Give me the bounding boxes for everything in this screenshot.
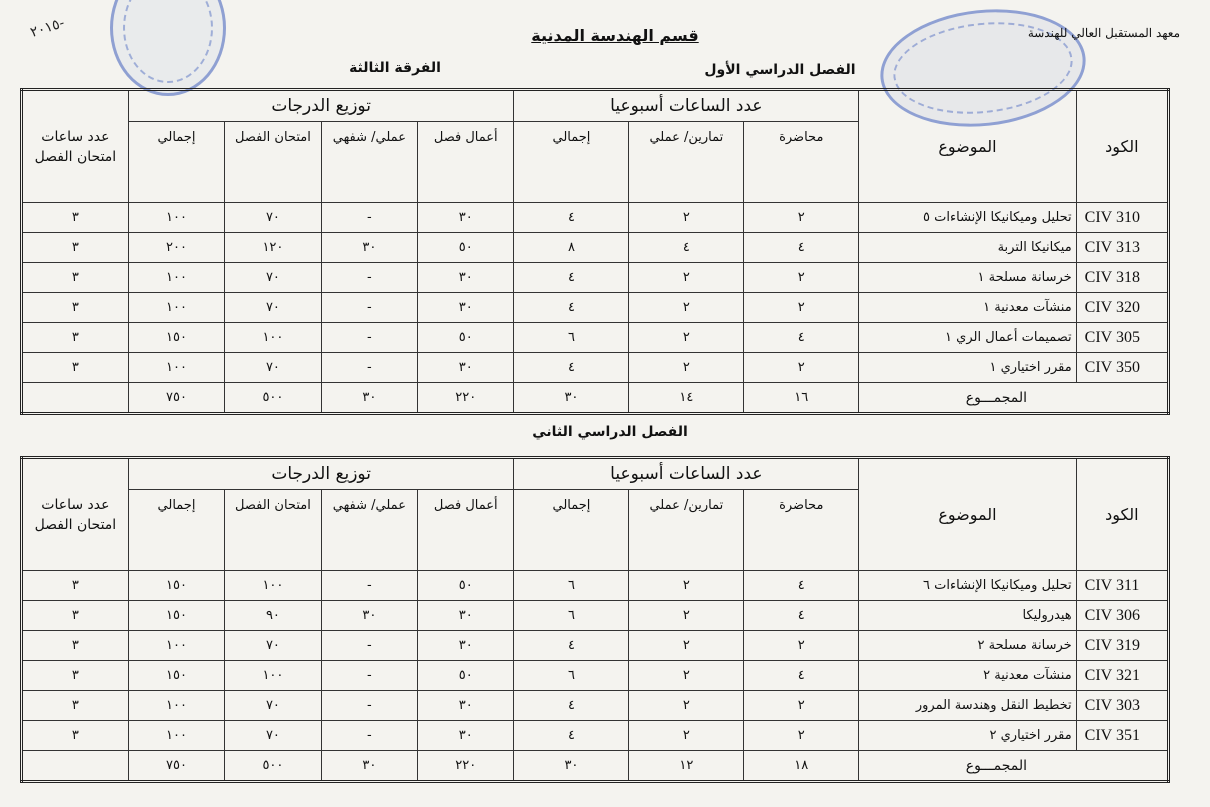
lecture-hours: ٢ — [744, 263, 859, 293]
course-subject: خرسانة مسلحة ٢ — [859, 631, 1076, 661]
total-exam-hours-empty — [22, 751, 129, 782]
exercise-hours: ٢ — [629, 353, 744, 383]
table-row — [22, 353, 1169, 383]
course-subject: مقرر اختياري ٢ — [859, 721, 1076, 751]
semester2-table — [20, 456, 1170, 783]
table-row — [22, 293, 1169, 323]
exercise-hours: ٢ — [629, 601, 744, 631]
totals-label: المجمـــوع — [859, 751, 1169, 782]
exercise-hours: ٢ — [629, 661, 744, 691]
course-subject: هيدروليكا — [859, 601, 1076, 631]
final-exam-grade: ١٢٠ — [225, 233, 321, 263]
oral-grade: ٣٠ — [321, 601, 417, 631]
exam-hours: ٣ — [22, 323, 129, 353]
total-grade: ١٠٠ — [128, 631, 224, 661]
coursework-grade: ٣٠ — [418, 263, 514, 293]
totals-row — [22, 383, 1169, 414]
total-final: ٥٠٠ — [225, 751, 321, 782]
lecture-hours: ٤ — [744, 571, 859, 601]
course-code: CIV 310 — [1076, 203, 1168, 233]
lecture-hours: ٢ — [744, 631, 859, 661]
exam-hours: ٣ — [22, 661, 129, 691]
oral-grade: - — [321, 691, 417, 721]
final-exam-grade: ٧٠ — [225, 721, 321, 751]
total-grade: ١٠٠ — [128, 263, 224, 293]
total-hours: ٤ — [514, 263, 629, 293]
total-hours: ٦ — [514, 323, 629, 353]
column-header-oral: عملي/ شفهي — [321, 122, 417, 203]
final-exam-grade: ١٠٠ — [225, 571, 321, 601]
oral-grade: - — [321, 631, 417, 661]
semester2-title: الفصل الدراسي الثاني — [532, 424, 688, 440]
total-exam-hours-empty — [22, 383, 129, 414]
course-subject: منشآت معدنية ٢ — [859, 661, 1076, 691]
exam-hours: ٣ — [22, 571, 129, 601]
semester1-title: الفصل الدراسي الأول — [704, 62, 856, 78]
lecture-hours: ٢ — [744, 721, 859, 751]
lecture-hours: ٤ — [744, 661, 859, 691]
exam-hours: ٣ — [22, 721, 129, 751]
column-header-coursework: أعمال فصل — [418, 490, 514, 571]
table-row — [22, 661, 1169, 691]
total-hours: ٤ — [514, 631, 629, 661]
course-code: CIV 313 — [1076, 233, 1168, 263]
column-header-grade-total: إجمالي — [128, 122, 224, 203]
year-label: الفرقة الثالثة — [349, 60, 441, 76]
total-grade: ١٥٠ — [128, 323, 224, 353]
column-header-exercises: تمارين/ عملي — [629, 122, 744, 203]
total-grade: ١٥٠ — [128, 661, 224, 691]
column-header-lecture: محاضرة — [744, 490, 859, 571]
table-row — [22, 323, 1169, 353]
exercise-hours: ٢ — [629, 323, 744, 353]
total-grade: ١٠٠ — [128, 353, 224, 383]
course-code: CIV 321 — [1076, 661, 1168, 691]
total-weekly-hours: ٣٠ — [514, 751, 629, 782]
total-lecture: ١٨ — [744, 751, 859, 782]
exercise-hours: ٢ — [629, 691, 744, 721]
course-code: CIV 318 — [1076, 263, 1168, 293]
exercise-hours: ٢ — [629, 293, 744, 323]
column-header-oral: عملي/ شفهي — [321, 490, 417, 571]
course-code: CIV 319 — [1076, 631, 1168, 661]
column-header-code: الكود — [1076, 90, 1168, 203]
handwritten-date: ٢٠١٥- — [28, 15, 67, 41]
column-header-exercises: تمارين/ عملي — [629, 490, 744, 571]
coursework-grade: ٥٠ — [418, 571, 514, 601]
coursework-grade: ٣٠ — [418, 353, 514, 383]
column-header-grade-total: إجمالي — [128, 490, 224, 571]
seal-stamp-icon — [110, 0, 226, 96]
column-header-final-exam: امتحان الفصل — [225, 490, 321, 571]
semester1-table — [20, 88, 1170, 415]
total-hours: ٦ — [514, 571, 629, 601]
course-code: CIV 320 — [1076, 293, 1168, 323]
table-row — [22, 631, 1169, 661]
oral-grade: - — [321, 721, 417, 751]
final-exam-grade: ٧٠ — [225, 353, 321, 383]
column-header-hours-total: إجمالي — [514, 122, 629, 203]
department-title: قسم الهندسة المدنية — [531, 26, 699, 45]
column-header-subject: الموضوع — [859, 90, 1076, 203]
exam-hours: ٣ — [22, 691, 129, 721]
exam-hours: ٣ — [22, 263, 129, 293]
lecture-hours: ٤ — [744, 601, 859, 631]
exercise-hours: ٢ — [629, 203, 744, 233]
total-grade: ٢٠٠ — [128, 233, 224, 263]
total-grade: ١٥٠ — [128, 601, 224, 631]
final-exam-grade: ٧٠ — [225, 631, 321, 661]
total-hours: ٤ — [514, 293, 629, 323]
total-grades: ٧٥٠ — [128, 383, 224, 414]
final-exam-grade: ١٠٠ — [225, 323, 321, 353]
total-hours: ٤ — [514, 353, 629, 383]
total-oral: ٣٠ — [321, 751, 417, 782]
total-weekly-hours: ٣٠ — [514, 383, 629, 414]
lecture-hours: ٢ — [744, 203, 859, 233]
coursework-grade: ٣٠ — [418, 721, 514, 751]
course-code: CIV 305 — [1076, 323, 1168, 353]
total-grade: ١٥٠ — [128, 571, 224, 601]
column-group-grade-distribution: توزيع الدرجات — [128, 458, 514, 490]
column-header-lecture: محاضرة — [744, 122, 859, 203]
course-subject: تحليل وميكانيكا الإنشاءات ٦ — [859, 571, 1076, 601]
exercise-hours: ٢ — [629, 721, 744, 751]
oral-grade: - — [321, 203, 417, 233]
exercise-hours: ٢ — [629, 571, 744, 601]
total-hours: ٦ — [514, 661, 629, 691]
table-row — [22, 601, 1169, 631]
column-header-coursework: أعمال فصل — [418, 122, 514, 203]
final-exam-grade: ٧٠ — [225, 203, 321, 233]
course-subject: منشآت معدنية ١ — [859, 293, 1076, 323]
coursework-grade: ٣٠ — [418, 601, 514, 631]
total-hours: ٤ — [514, 203, 629, 233]
total-grade: ١٠٠ — [128, 203, 224, 233]
total-coursework: ٢٢٠ — [418, 751, 514, 782]
total-grade: ١٠٠ — [128, 691, 224, 721]
exam-hours: ٣ — [22, 293, 129, 323]
oral-grade: - — [321, 293, 417, 323]
lecture-hours: ٤ — [744, 233, 859, 263]
total-hours: ٨ — [514, 233, 629, 263]
lecture-hours: ٢ — [744, 293, 859, 323]
oral-grade: - — [321, 323, 417, 353]
lecture-hours: ٢ — [744, 691, 859, 721]
final-exam-grade: ٧٠ — [225, 293, 321, 323]
coursework-grade: ٣٠ — [418, 203, 514, 233]
oral-grade: ٣٠ — [321, 233, 417, 263]
oral-grade: - — [321, 353, 417, 383]
table-row — [22, 233, 1169, 263]
table-row — [22, 203, 1169, 233]
column-header-code: الكود — [1076, 458, 1168, 571]
course-code: CIV 306 — [1076, 601, 1168, 631]
exam-hours: ٣ — [22, 631, 129, 661]
lecture-hours: ٤ — [744, 323, 859, 353]
course-code: CIV 350 — [1076, 353, 1168, 383]
coursework-grade: ٣٠ — [418, 691, 514, 721]
course-subject: تصميمات أعمال الري ١ — [859, 323, 1076, 353]
course-code: CIV 303 — [1076, 691, 1168, 721]
coursework-grade: ٣٠ — [418, 631, 514, 661]
column-header-hours-total: إجمالي — [514, 490, 629, 571]
total-hours: ٦ — [514, 601, 629, 631]
column-header-exam-hours: عدد ساعات امتحان الفصل — [22, 458, 129, 571]
final-exam-grade: ٧٠ — [225, 691, 321, 721]
exam-hours: ٣ — [22, 601, 129, 631]
total-hours: ٤ — [514, 691, 629, 721]
coursework-grade: ٥٠ — [418, 233, 514, 263]
column-header-exam-hours: عدد ساعات امتحان الفصل — [22, 90, 129, 203]
table-row — [22, 691, 1169, 721]
exercise-hours: ٢ — [629, 631, 744, 661]
exam-hours: ٣ — [22, 203, 129, 233]
total-coursework: ٢٢٠ — [418, 383, 514, 414]
coursework-grade: ٣٠ — [418, 293, 514, 323]
institute-name: معهد المستقبل العالي للهندسة — [1027, 26, 1180, 40]
column-group-weekly-hours: عدد الساعات أسبوعيا — [514, 90, 859, 122]
total-hours: ٤ — [514, 721, 629, 751]
table-row — [22, 571, 1169, 601]
column-header-final-exam: امتحان الفصل — [225, 122, 321, 203]
exercise-hours: ٢ — [629, 263, 744, 293]
table-row — [22, 721, 1169, 751]
total-grade: ١٠٠ — [128, 721, 224, 751]
totals-row — [22, 751, 1169, 782]
total-exercises: ١٢ — [629, 751, 744, 782]
column-group-weekly-hours: عدد الساعات أسبوعيا — [514, 458, 859, 490]
totals-label: المجمـــوع — [859, 383, 1169, 414]
total-grades: ٧٥٠ — [128, 751, 224, 782]
course-subject: خرسانة مسلحة ١ — [859, 263, 1076, 293]
table-row — [22, 263, 1169, 293]
total-final: ٥٠٠ — [225, 383, 321, 414]
final-exam-grade: ٩٠ — [225, 601, 321, 631]
total-grade: ١٠٠ — [128, 293, 224, 323]
course-code: CIV 351 — [1076, 721, 1168, 751]
oral-grade: - — [321, 661, 417, 691]
coursework-grade: ٥٠ — [418, 661, 514, 691]
oral-grade: - — [321, 263, 417, 293]
column-header-subject: الموضوع — [859, 458, 1076, 571]
coursework-grade: ٥٠ — [418, 323, 514, 353]
course-subject: تخطيط النقل وهندسة المرور — [859, 691, 1076, 721]
exam-hours: ٣ — [22, 353, 129, 383]
exercise-hours: ٤ — [629, 233, 744, 263]
course-subject: مقرر اختياري ١ — [859, 353, 1076, 383]
total-exercises: ١٤ — [629, 383, 744, 414]
exam-hours: ٣ — [22, 233, 129, 263]
course-subject: تحليل وميكانيكا الإنشاءات ٥ — [859, 203, 1076, 233]
total-lecture: ١٦ — [744, 383, 859, 414]
column-group-grade-distribution: توزيع الدرجات — [128, 90, 514, 122]
course-code: CIV 311 — [1076, 571, 1168, 601]
oral-grade: - — [321, 571, 417, 601]
final-exam-grade: ٧٠ — [225, 263, 321, 293]
course-subject: ميكانيكا التربة — [859, 233, 1076, 263]
total-oral: ٣٠ — [321, 383, 417, 414]
lecture-hours: ٢ — [744, 353, 859, 383]
final-exam-grade: ١٠٠ — [225, 661, 321, 691]
